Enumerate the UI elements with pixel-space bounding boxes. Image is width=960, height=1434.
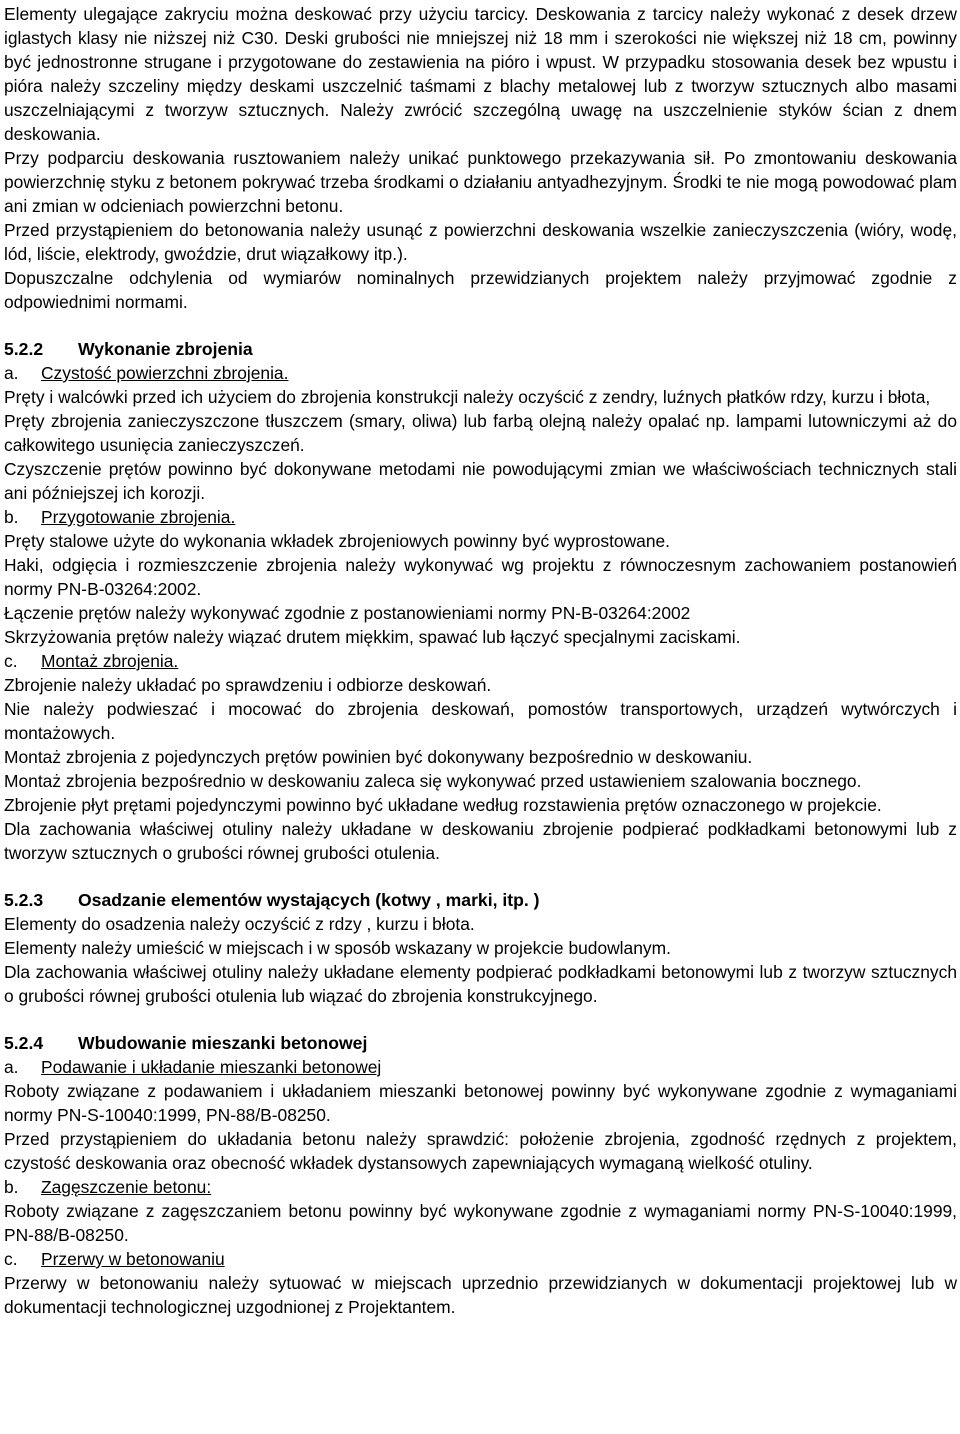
section-number: 5.2.2 bbox=[4, 339, 44, 359]
paragraph: Roboty związane z podawaniem i układaniem mieszanki betonowej powinny być wykonywane zgodnie z wymaganiami normy PN-S-10040:1999, PN-88/B-08250. bbox=[4, 1081, 957, 1125]
subsection-title: Czystość powierzchni zbrojenia. bbox=[41, 363, 289, 383]
subsection-letter: a. bbox=[4, 363, 19, 383]
subsection-title: Przygotowanie zbrojenia. bbox=[41, 507, 236, 527]
subsection-heading-compaction bbox=[4, 1175, 957, 1199]
subsection-heading-cleanliness bbox=[4, 361, 957, 385]
paragraph: Elementy należy umieścić w miejscach i w sposób wskazany w projekcie budowlanym. bbox=[4, 938, 671, 958]
paragraph: Łączenie prętów należy wykonywać zgodnie z postanowieniami normy PN-B-03264:2002 bbox=[4, 603, 691, 623]
paragraph: Roboty związane z zagęszczaniem betonu powinny być wykonywane zgodnie z wymaganiami normy PN-S-10040:1999, PN-88/B-08250. bbox=[4, 1201, 957, 1245]
subsection-heading-preparation bbox=[4, 505, 957, 529]
paragraph: Pręty zbrojenia zanieczyszczone tłuszczem (smary, oliwa) lub farbą olejną należy opalać np. lampami lutowniczymi aż do całkowitego usunięcia zanieczyszczeń. bbox=[4, 411, 957, 455]
section-gap bbox=[4, 314, 957, 337]
section-number: 5.2.3 bbox=[4, 890, 44, 910]
subsection-letter: c. bbox=[4, 651, 18, 671]
paragraph: Montaż zbrojenia bezpośrednio w deskowaniu zaleca się wykonywać przed ustawieniem szalowania bocznego. bbox=[4, 771, 862, 791]
paragraph: Skrzyżowania prętów należy wiązać drutem miękkim, spawać lub łączyć specjalnymi zaciskami. bbox=[4, 627, 741, 647]
paragraph: Haki, odgięcia i rozmieszczenie zbrojenia należy wykonywać wg projektu z równoczesnym zachowaniem postanowień normy PN-B-03264:2002. bbox=[4, 555, 957, 599]
paragraph: Montaż zbrojenia z pojedynczych prętów powinien być dokonywany bezpośrednio w deskowaniu. bbox=[4, 747, 753, 767]
subsection-letter: b. bbox=[4, 507, 19, 527]
subsection-letter: b. bbox=[4, 1177, 19, 1197]
paragraph: Zbrojenie płyt prętami pojedynczymi powinno być układane według rozstawienia prętów oznaczonego w projekcie. bbox=[4, 795, 882, 815]
paragraph-formwork-cleaning: Przed przystąpieniem do betonowania należy usunąć z powierzchni deskowania wszelkie zanieczyszczenia (wióry, wodę, lód, liście, elektrody, gwoździe, drut wiązałkowy itp.). bbox=[4, 220, 957, 264]
paragraph: Czyszczenie prętów powinno być dokonywane metodami nie powodującymi zmian we właściwościach technicznych stali ani późniejszej ich korozji. bbox=[4, 459, 957, 503]
subsection-letter: a. bbox=[4, 1057, 19, 1077]
subsection-letter: c. bbox=[4, 1249, 18, 1269]
section-heading-5-2-2 bbox=[4, 337, 957, 361]
section-title: Osadzanie elementów wystających (kotwy , marki, itp. ) bbox=[78, 890, 540, 910]
paragraph-tolerances: Dopuszczalne odchylenia od wymiarów nominalnych przewidzianych projektem należy przyjmować zgodnie z odpowiednimi normami. bbox=[4, 268, 957, 312]
paragraph: Nie należy podwieszać i mocować do zbrojenia deskowań, pomostów transportowych, urządzeń wytwórczych i montażowych. bbox=[4, 699, 957, 743]
section-title: Wykonanie zbrojenia bbox=[78, 339, 253, 359]
paragraph: Zbrojenie należy układać po sprawdzeniu i odbiorze deskowań. bbox=[4, 675, 492, 695]
paragraph: Pręty stalowe użyte do wykonania wkładek zbrojeniowych powinny być wyprostowane. bbox=[4, 531, 671, 551]
paragraph: Przerwy w betonowaniu należy sytuować w miejscach uprzednio przewidzianych w dokumentacji projektowej lub w dokumentacji technologicznej uzgodnionej z Projektantem. bbox=[4, 1273, 957, 1317]
section-heading-5-2-3 bbox=[4, 888, 957, 912]
document-page bbox=[4, 2, 957, 1319]
subsection-heading-placing bbox=[4, 1055, 957, 1079]
subsection-title: Montaż zbrojenia. bbox=[41, 651, 179, 671]
subsection-title: Podawanie i układanie mieszanki betonowej bbox=[41, 1057, 382, 1077]
paragraph-formwork-boards: Elementy ulegające zakryciu można deskować przy użyciu tarcicy. Deskowania z tarcicy należy wykonać z desek drzew iglastych klasy nie niższej niż C30. Deski grubości nie mniejszej niż 18 mm i szerokości nie większej niż 18 cm, powinny być jednostronne strugane i przygotowane do zestawienia na pióro i wpust. W przypadku stosowania desek bez wpustu i pióra należy szczeliny między deskami uszczelnić taśmami z blachy metalowej lub z tworzyw sztucznych albo masami uszczelniającymi z tworzyw sztucznych. Należy zwrócić szczególną uwagę na uszczelnienie styków ścian z dnem deskowania. bbox=[4, 4, 957, 144]
subsection-heading-assembly bbox=[4, 649, 957, 673]
paragraph: Dla zachowania właściwej otuliny należy układane elementy podpierać podkładkami betonowymi lub z tworzyw sztucznych o grubości równej grubości otulenia lub wiązać do zbrojenia konstrukcyjnego. bbox=[4, 962, 957, 1006]
subsection-title: Przerwy w betonowaniu bbox=[41, 1249, 225, 1269]
section-title: Wbudowanie mieszanki betonowej bbox=[78, 1033, 368, 1053]
paragraph: Dla zachowania właściwej otuliny należy układane w deskowaniu zbrojenie podpierać podkładkami betonowymi lub z tworzyw sztucznych o grubości równej grubości otulenia. bbox=[4, 819, 957, 863]
paragraph: Przed przystąpieniem do układania betonu należy sprawdzić: położenie zbrojenia, zgodność rzędnych z projektem, czystość deskowania oraz obecność wkładek dystansowych zapewniających wymaganą wielkość otuliny. bbox=[4, 1129, 957, 1173]
section-heading-5-2-4 bbox=[4, 1031, 957, 1055]
section-gap bbox=[4, 1008, 957, 1031]
subsection-heading-breaks bbox=[4, 1247, 957, 1271]
subsection-title: Zagęszczenie betonu: bbox=[41, 1177, 212, 1197]
section-number: 5.2.4 bbox=[4, 1033, 44, 1053]
paragraph: Pręty i walcówki przed ich użyciem do zbrojenia konstrukcji należy oczyścić z zendry, luźnych płatków rdzy, kurzu i błota, bbox=[4, 387, 931, 407]
section-gap bbox=[4, 865, 957, 888]
paragraph: Elementy do osadzenia należy oczyścić z rdzy , kurzu i błota. bbox=[4, 914, 475, 934]
paragraph-formwork-support: Przy podparciu deskowania rusztowaniem należy unikać punktowego przekazywania sił. Po zmontowaniu deskowania powierzchnię styku z betonem pokrywać trzeba środkami o działaniu antyadhezyjnym. Środki te nie mogą powodować plam ani zmian w odcieniach powierzchni betonu. bbox=[4, 148, 957, 216]
